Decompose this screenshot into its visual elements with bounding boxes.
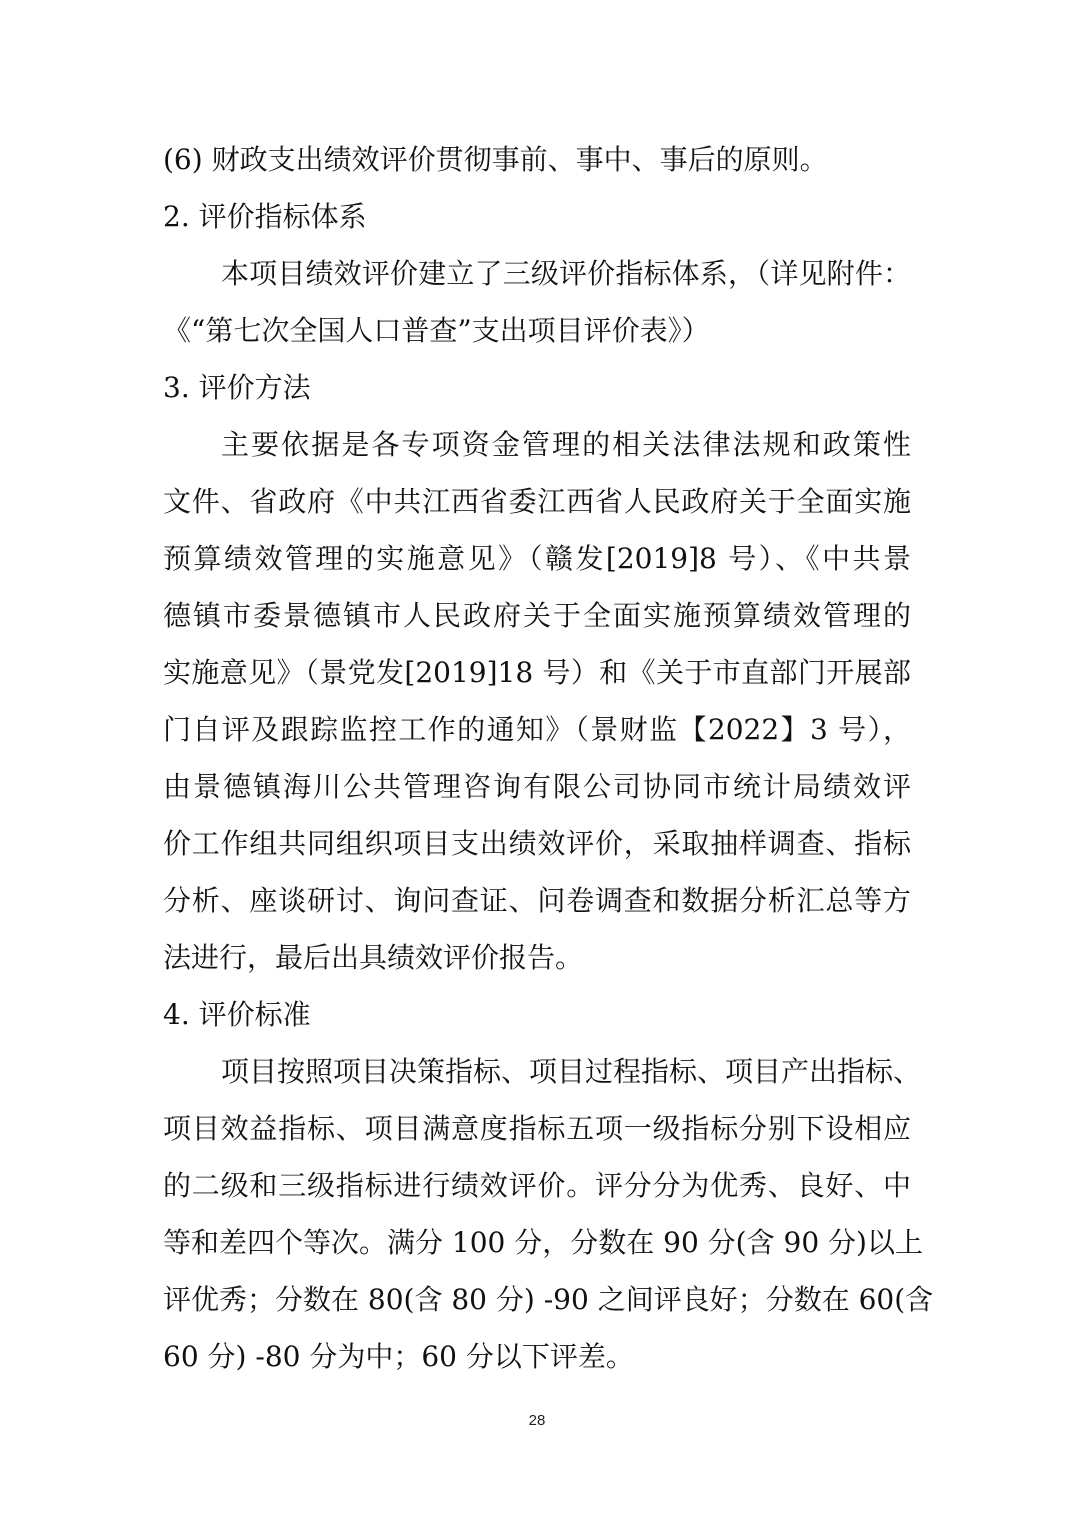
- paragraph-line: 实施意见》（景党发[2019]18 号）和《关于市直部门开展部: [163, 656, 911, 689]
- paragraph-line: 门自评及跟踪监控工作的通知》（景财监【2022】3 号），: [163, 713, 911, 746]
- paragraph-line: 文件、省政府《中共江西省委江西省人民政府关于全面实施: [163, 485, 911, 518]
- paragraph-line: 等和差四个等次。满分 100 分，分数在 90 分(含 90 分)以上: [163, 1226, 923, 1259]
- paragraph-line: 项目效益指标、项目满意度指标五项一级指标分别下设相应: [163, 1112, 911, 1145]
- section-heading-evaluation-standard: 4. 评价标准: [163, 998, 311, 1031]
- paragraph-line: 本项目绩效评价建立了三级评价指标体系，（详见附件：: [221, 257, 911, 290]
- paragraph-line: 60 分) -80 分为中；60 分以下评差。: [163, 1340, 634, 1373]
- paragraph-line: 的二级和三级指标进行绩效评价。评分分为优秀、良好、中: [163, 1169, 911, 1202]
- principle-item-6: (6) 财政支出绩效评价贯彻事前、事中、事后的原则。: [163, 143, 828, 176]
- paragraph-line: 项目按照项目决策指标、项目过程指标、项目产出指标、: [221, 1055, 922, 1088]
- paragraph-line: 评优秀；分数在 80(含 80 分) -90 之间评良好；分数在 60(含: [163, 1283, 934, 1316]
- paragraph-line: 分析、座谈研讨、询问查证、问卷调查和数据分析汇总等方: [163, 884, 911, 917]
- paragraph-line: 价工作组共同组织项目支出绩效评价，采取抽样调查、指标: [163, 827, 911, 860]
- paragraph-line: 法进行，最后出具绩效评价报告。: [163, 941, 584, 974]
- paragraph-line: 由景德镇海川公共管理咨询有限公司协同市统计局绩效评: [163, 770, 911, 803]
- paragraph-line: 德镇市委景德镇市人民政府关于全面实施预算绩效管理的: [163, 599, 911, 632]
- paragraph-line: 《“第七次全国人口普查”支出项目评价表》）: [163, 314, 710, 347]
- paragraph-line: 预算绩效管理的实施意见》（赣发[2019]8 号）、《中共景: [163, 542, 911, 575]
- page-number: 28: [528, 1412, 546, 1429]
- section-heading-evaluation-method: 3. 评价方法: [163, 371, 311, 404]
- section-heading-indicator-system: 2. 评价指标体系: [163, 200, 367, 233]
- paragraph-line: 主要依据是各专项资金管理的相关法律法规和政策性: [221, 428, 911, 461]
